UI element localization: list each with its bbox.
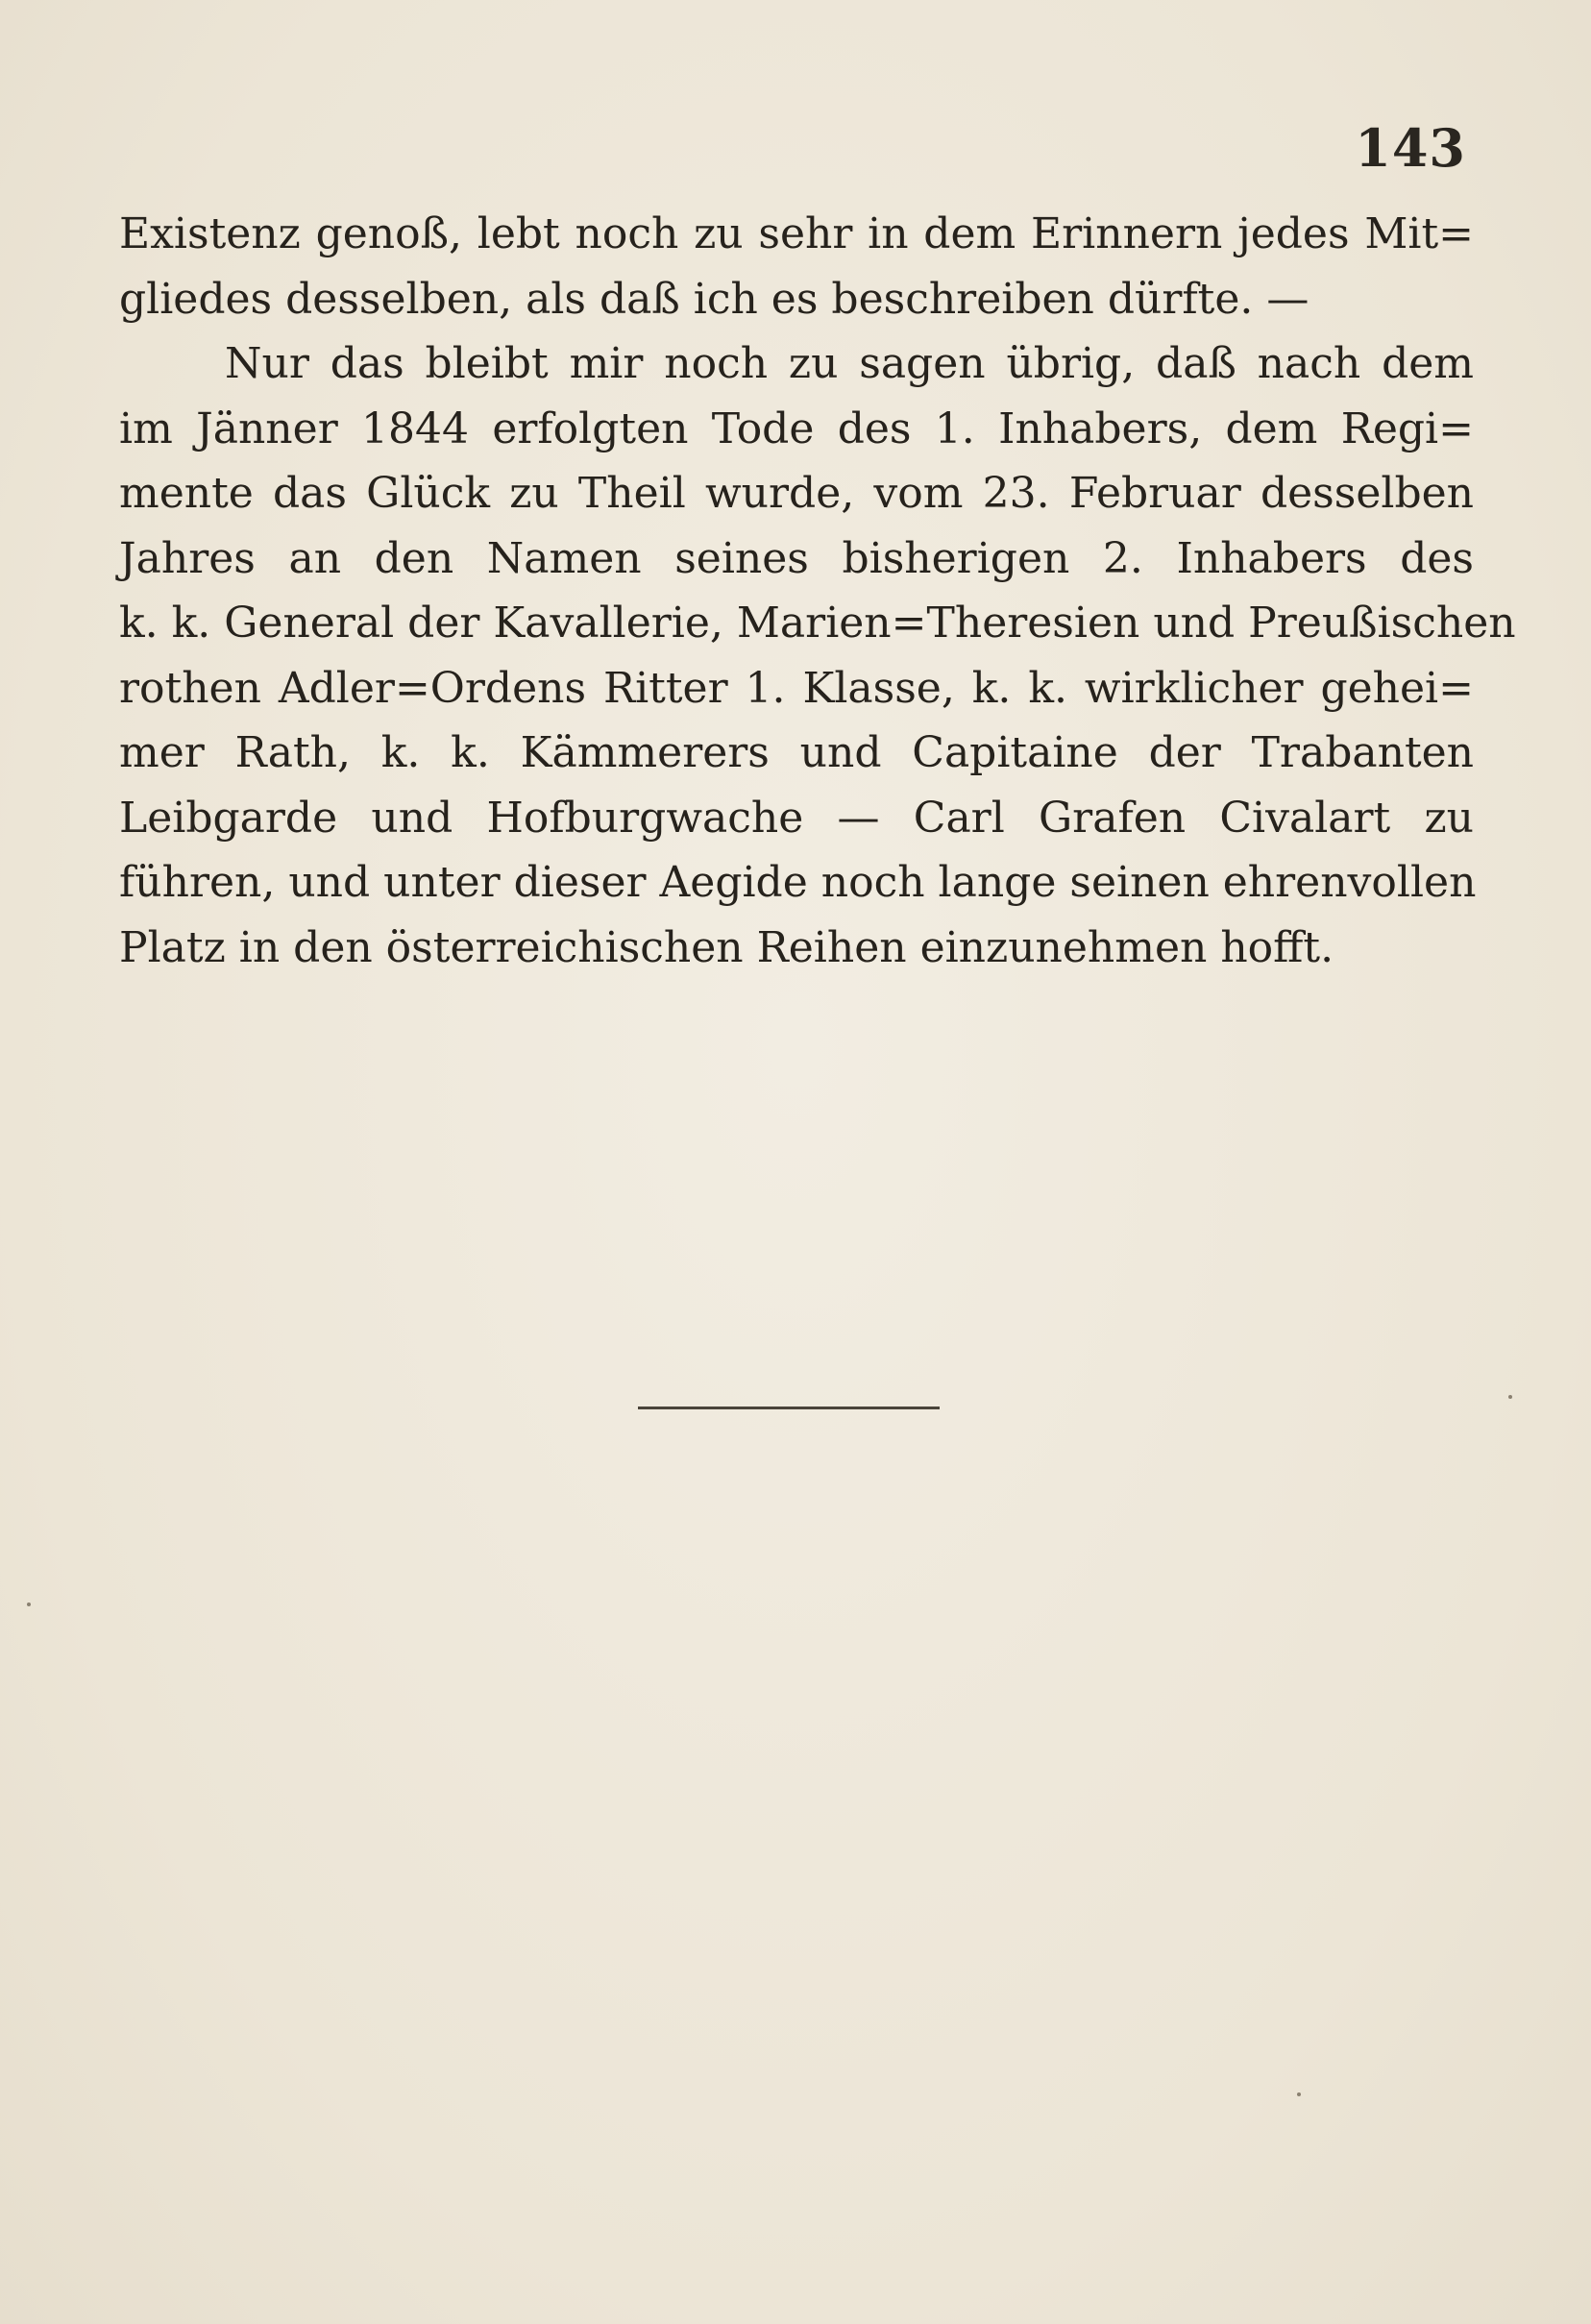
text-line: Leibgarde und Hofburgwache — Carl Grafen Civalart zu — [119, 793, 1474, 843]
text-line: k. k. General der Kavallerie, Marien=Theresien und Preußischen — [119, 599, 1516, 648]
paper-speck — [1297, 2092, 1301, 2096]
text-line: mer Rath, k. k. Kämmerers und Capitaine der Trabanten — [119, 728, 1474, 777]
text-line: führen, und unter dieser Aegide noch lange seinen ehrenvollen — [119, 858, 1477, 907]
text-line: Nur das bleibt mir noch zu sagen übrig, daß nach dem — [225, 339, 1474, 388]
paper-speck — [1508, 1395, 1512, 1399]
text-line: Platz in den österreichischen Reihen einzunehmen hofft. — [119, 922, 1334, 972]
text-line: im Jänner 1844 erfolgten Tode des 1. Inhabers, dem Regi= — [119, 404, 1474, 453]
page-number: 143 — [1355, 117, 1466, 179]
text-line: gliedes desselben, als daß ich es beschreiben dürfte. — — [119, 274, 1310, 324]
body-text — [119, 202, 1516, 980]
text-line: Jahres an den Namen seines bisherigen 2. Inhabers des — [119, 533, 1474, 583]
section-divider — [638, 1407, 940, 1409]
text-line: Existenz genoß, lebt noch zu sehr in dem Erinnern jedes Mit= — [119, 209, 1474, 258]
paper-speck — [27, 1602, 31, 1606]
text-line: rothen Adler=Ordens Ritter 1. Klasse, k. k. wirklicher gehei= — [119, 663, 1474, 713]
text-line: mente das Glück zu Theil wurde, vom 23. Februar desselben — [119, 469, 1474, 518]
